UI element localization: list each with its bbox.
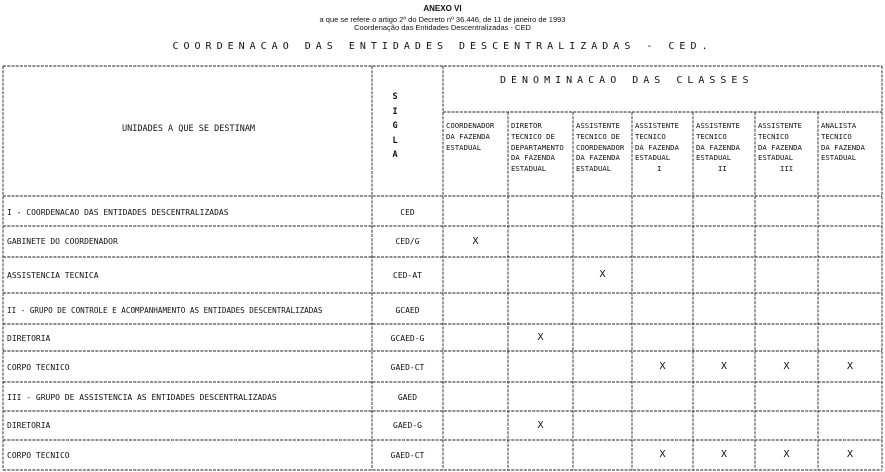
class-header-cell: [511, 121, 571, 175]
class-header-line: ASSISTENTE: [635, 121, 679, 130]
class-mark: X: [659, 449, 666, 460]
sigla-letter: S: [392, 92, 398, 102]
class-header-line: COORDENADOR: [446, 121, 495, 130]
class-header-line: ESTADUAL: [821, 153, 857, 163]
class-header-cell: [576, 121, 630, 175]
class-header-line: DIRETOR: [511, 121, 542, 130]
class-mark: X: [659, 360, 666, 372]
sigla-letter: L: [392, 135, 398, 146]
class-mark: X: [720, 360, 728, 372]
class-header-line: DA FAZENDA: [511, 153, 555, 163]
class-header-line: TECNICO: [758, 131, 789, 141]
row-sigla: GCAED: [395, 306, 420, 315]
row-unit: I - COORDENACAO DAS ENTIDADES DESCENTRALIZADAS: [7, 208, 229, 217]
class-header-line: DA FAZENDA: [446, 131, 490, 141]
table-title: COORDENACAO DAS ENTIDADES DESCENTRALIZADAS - CED.: [172, 41, 713, 52]
sigla-letter: I: [392, 106, 398, 117]
class-header-line: ESTADUAL: [511, 164, 547, 174]
row-sigla: GCAED-G: [390, 334, 425, 343]
row-sigla: CED/G: [395, 237, 420, 246]
sigla-letter: G: [392, 121, 398, 131]
class-header-line: ASSISTENTE: [576, 121, 620, 130]
class-header-line: TECNICO DE: [511, 131, 555, 141]
class-header-line: DA FAZENDA: [576, 153, 620, 163]
class-header-line: DEPARTAMENTO: [511, 142, 564, 152]
row-unit: CORPO TECNICO: [7, 451, 70, 460]
class-mark: X: [472, 235, 479, 247]
class-mark: X: [846, 360, 854, 372]
row-sigla: GAED-CT: [390, 451, 425, 460]
class-header-line: TECNICO DE: [576, 131, 620, 141]
class-header-cell: [696, 121, 753, 175]
sigla-column-header: [380, 90, 410, 163]
class-header-line: TECNICO: [635, 131, 666, 141]
class-header-cell: [821, 121, 880, 164]
class-header-line: COORDENADOR: [576, 142, 625, 152]
class-header-number: I: [657, 164, 662, 174]
row-unit: III - GRUPO DE ASSISTENCIA AS ENTIDADES DESCENTRALIZADAS: [7, 393, 277, 402]
class-header-line: DA FAZENDA: [758, 142, 802, 152]
class-header-line: ESTADUAL: [576, 164, 612, 174]
row-unit: DIRETORIA: [7, 334, 51, 343]
class-header-line: ESTADUAL: [758, 153, 794, 163]
row-unit: GABINETE DO COORDENADOR: [7, 237, 118, 246]
class-mark: X: [783, 360, 790, 372]
class-header-line: ASSISTENTE: [758, 121, 802, 130]
class-mark: X: [720, 449, 728, 460]
class-header-line: ESTADUAL: [696, 153, 732, 163]
row-sigla: GAED-G: [393, 421, 422, 430]
row-unit: CORPO TECNICO: [7, 363, 70, 372]
sigla-letter: A: [392, 150, 398, 160]
class-header-line: ASSISTENTE: [696, 121, 740, 130]
class-header-line: DA FAZENDA: [635, 142, 679, 152]
row-sigla: CED: [400, 208, 415, 217]
row-unit: DIRETORIA: [7, 421, 51, 430]
decree-reference: a que se refere o artigo 2º do Decreto nº 36.446, de 11 de janeiro de 1993: [319, 15, 566, 24]
class-header-number: II: [718, 164, 727, 174]
document-subject: Coordenação das Entidades Descentralizadas - CED: [354, 23, 531, 32]
class-mark: X: [537, 419, 544, 431]
class-mark: X: [783, 449, 790, 460]
class-mark: X: [537, 331, 544, 343]
class-header-line: TECNICO: [696, 131, 727, 141]
class-mark: X: [846, 449, 854, 460]
row-sigla: CED-AT: [393, 271, 422, 280]
row-unit: II - GRUPO DE CONTROLE E ACOMPANHAMENTO AS ENTIDADES DESCENTRALIZADAS: [7, 306, 323, 315]
row-unit: ASSISTENCIA TECNICA: [7, 271, 99, 280]
class-header-cell: [635, 121, 691, 175]
class-header-line: TECNICO: [821, 131, 852, 141]
class-header-line: ESTADUAL: [635, 153, 671, 163]
class-header-cell: [758, 121, 816, 175]
class-header-number: III: [780, 164, 794, 174]
class-header-line: ANALISTA: [821, 121, 857, 130]
class-header-line: DA FAZENDA: [696, 142, 740, 152]
row-sigla: GAED-CT: [390, 363, 425, 372]
row-sigla: GAED: [397, 393, 418, 402]
class-header-line: ESTADUAL: [446, 142, 482, 152]
classes-column-header: DENOMINACAO DAS CLASSES: [500, 75, 754, 86]
class-header-cell: [446, 121, 506, 153]
class-mark: X: [599, 269, 606, 280]
units-column-header: UNIDADES A QUE SE DESTINAM: [122, 124, 256, 134]
class-header-line: DA FAZENDA: [821, 142, 865, 152]
annex-title: ANEXO VI: [423, 4, 462, 13]
